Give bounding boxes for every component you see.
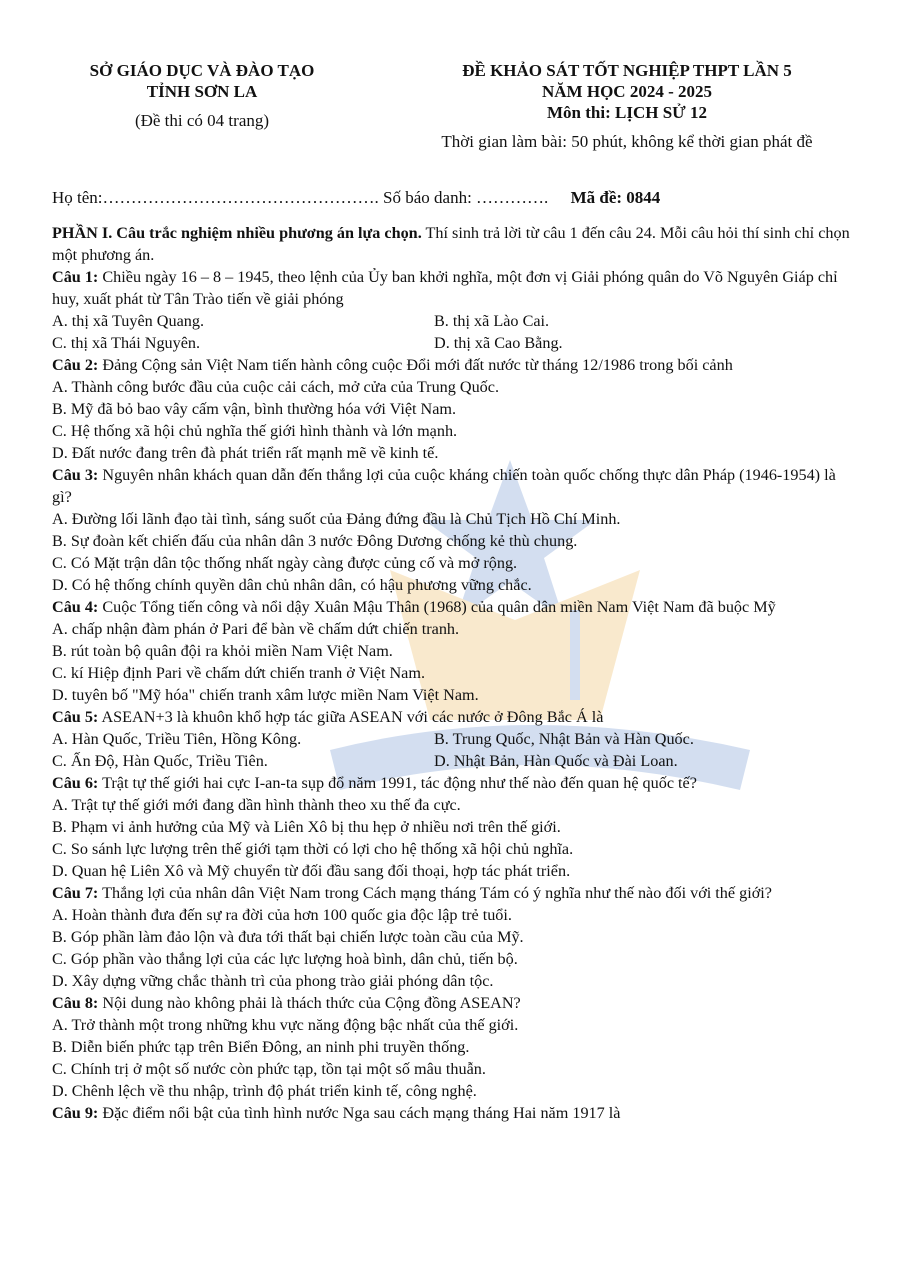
department-header bbox=[52, 60, 352, 131]
question-1 bbox=[52, 266, 852, 310]
question-label: Câu 6: bbox=[52, 774, 99, 792]
time-note: Thời gian làm bài: 50 phút, không kể thời gian phát đề bbox=[441, 132, 813, 151]
student-info-line bbox=[52, 188, 852, 208]
question-label: Câu 3: bbox=[52, 466, 99, 484]
question-label: Câu 9: bbox=[52, 1104, 99, 1122]
answer-d: D. Quan hệ Liên Xô và Mỹ chuyển từ đối đầu sang đối thoại, hợp tác phát triển. bbox=[52, 862, 571, 880]
question-text: Nguyên nhân khách quan dẫn đến thắng lợi của cuộc kháng chiến toàn quốc chống thực dân Pháp (1946-1954) là gì? bbox=[52, 466, 836, 506]
school-year: NĂM HỌC 2024 - 2025 bbox=[542, 82, 712, 101]
question-text: ASEAN+3 là khuôn khổ hợp tác giữa ASEAN với các nước ở Đông Bắc Á là bbox=[98, 708, 604, 726]
question-label: Câu 8: bbox=[52, 994, 99, 1012]
exam-title: ĐỀ KHẢO SÁT TỐT NGHIỆP THPT LẦN 5 bbox=[462, 61, 792, 80]
answer-a: A. Trật tự thế giới mới đang dần hình thành theo xu thế đa cực. bbox=[52, 796, 461, 814]
answer-c: C. Chính trị ở một số nước còn phức tạp, tồn tại một số mâu thuẫn. bbox=[52, 1060, 486, 1078]
answer-b: B. Diễn biến phức tạp trên Biển Đông, an ninh phi truyền thống. bbox=[52, 1038, 470, 1056]
answer-a: A. chấp nhận đàm phán ở Pari để bàn về chấm dứt chiến tranh. bbox=[52, 620, 460, 638]
answer-c: C. Ấn Độ, Hàn Quốc, Triều Tiên. bbox=[52, 752, 268, 770]
question-6 bbox=[52, 772, 852, 794]
question-text: Đảng Cộng sản Việt Nam tiến hành công cuộc Đổi mới đất nước từ tháng 12/1986 trong bối cảnh bbox=[98, 356, 733, 374]
answer-c: C. Góp phần vào thắng lợi của các lực lượng hoà bình, dân chủ, tiến bộ. bbox=[52, 950, 518, 968]
question-9 bbox=[52, 1102, 852, 1124]
answer-a: A. Hoàn thành đưa đến sự ra đời của hơn 100 quốc gia độc lập trẻ tuổi. bbox=[52, 906, 512, 924]
answer-a: A. Đường lối lãnh đạo tài tình, sáng suốt của Đảng đứng đầu là Chủ Tịch Hồ Chí Minh. bbox=[52, 510, 621, 528]
pages-note: (Đề thi có 04 trang) bbox=[134, 111, 270, 130]
answer-row bbox=[52, 310, 852, 332]
question-text: Đặc điểm nổi bật của tình hình nước Nga sau cách mạng tháng Hai năm 1917 là bbox=[98, 1104, 621, 1122]
part1-instruction: Thí sinh trả lời từ câu 1 đến câu 24. Mỗi câu hỏi thí sinh chỉ chọn một phương án. bbox=[52, 224, 850, 264]
part1-title: PHẦN I. Câu trắc nghiệm nhiều phương án lựa chọn. bbox=[52, 224, 422, 242]
answer-b: B. Sự đoàn kết chiến đấu của nhân dân 3 nước Đông Dương chống kẻ thù chung. bbox=[52, 532, 578, 550]
answer-c: C. Hệ thống xã hội chủ nghĩa thế giới hình thành và lớn mạnh. bbox=[52, 422, 458, 440]
dept-line-2: TỈNH SƠN LA bbox=[146, 82, 258, 101]
answer-row bbox=[52, 728, 852, 750]
answer-d: D. Nhật Bản, Hàn Quốc và Đài Loan. bbox=[434, 752, 678, 770]
question-label: Câu 1: bbox=[52, 268, 99, 286]
question-8 bbox=[52, 992, 852, 1014]
answer-c: C. Có Mặt trận dân tộc thống nhất ngày càng được củng cố và mở rộng. bbox=[52, 554, 518, 572]
answer-d: D. tuyên bố "Mỹ hóa" chiến tranh xâm lược miền Nam Việt Nam. bbox=[52, 686, 479, 704]
answer-c: C. thị xã Thái Nguyên. bbox=[52, 334, 201, 352]
questions-section bbox=[52, 222, 852, 1124]
answer-a: A. Thành công bước đầu của cuộc cải cách, mở cửa của Trung Quốc. bbox=[52, 378, 500, 396]
part1-heading bbox=[52, 222, 852, 266]
subject: Môn thi: LỊCH SỬ 12 bbox=[547, 103, 707, 122]
dept-line-1: SỞ GIÁO DỤC VÀ ĐÀO TẠO bbox=[89, 61, 315, 80]
answer-a: A. thị xã Tuyên Quang. bbox=[52, 312, 204, 330]
answer-c: C. kí Hiệp định Pari về chấm dứt chiến tranh ở Việt Nam. bbox=[52, 664, 426, 682]
question-label: Câu 4: bbox=[52, 598, 99, 616]
question-text: Cuộc Tổng tiến công và nổi dậy Xuân Mậu Thân (1968) của quân dân miền Nam Việt Nam đã buộc Mỹ bbox=[98, 598, 776, 616]
answer-a: A. Hàn Quốc, Triều Tiên, Hồng Kông. bbox=[52, 730, 302, 748]
answer-b: B. Phạm vi ảnh hưởng của Mỹ và Liên Xô bị thu hẹp ở nhiều nơi trên thế giới. bbox=[52, 818, 561, 836]
question-label: Câu 5: bbox=[52, 708, 99, 726]
answer-c: C. So sánh lực lượng trên thế giới tạm thời có lợi cho hệ thống xã hội chủ nghĩa. bbox=[52, 840, 574, 858]
question-4 bbox=[52, 596, 852, 618]
question-text: Trật tự thế giới hai cực I-an-ta sụp đổ năm 1991, tác động như thế nào đến quan hệ quốc tế? bbox=[98, 774, 697, 792]
sbd-label: Số báo danh: …………. bbox=[383, 188, 549, 207]
question-2 bbox=[52, 354, 852, 376]
answer-b: B. thị xã Lào Cai. bbox=[434, 312, 550, 330]
question-text: Chiều ngày 16 – 8 – 1945, theo lệnh của Ủy ban khởi nghĩa, một đơn vị Giải phóng quân do Võ Nguyên Giáp chỉ huy, xuất phát từ Tân Trào tiến về giải phóng bbox=[52, 268, 838, 308]
answer-b: B. rút toàn bộ quân đội ra khỏi miền Nam Việt Nam. bbox=[52, 642, 393, 660]
answer-b: B. Mỹ đã bỏ bao vây cấm vận, bình thường hóa với Việt Nam. bbox=[52, 400, 457, 418]
question-5 bbox=[52, 706, 852, 728]
exam-header bbox=[372, 60, 882, 152]
question-label: Câu 7: bbox=[52, 884, 99, 902]
answer-row bbox=[52, 332, 852, 354]
question-text: Thắng lợi của nhân dân Việt Nam trong Cách mạng tháng Tám có ý nghĩa như thế nào đối với thế giới? bbox=[98, 884, 772, 902]
answer-d: D. Có hệ thống chính quyền dân chủ nhân dân, có hậu phương vững chắc. bbox=[52, 576, 532, 594]
exam-code: Mã đề: 0844 bbox=[570, 188, 661, 207]
answer-b: B. Trung Quốc, Nhật Bản và Hàn Quốc. bbox=[434, 730, 694, 748]
question-7 bbox=[52, 882, 852, 904]
name-label: Họ tên:…………………………………………. bbox=[52, 188, 379, 207]
answer-row bbox=[52, 750, 852, 772]
question-text: Nội dung nào không phải là thách thức của Cộng đồng ASEAN? bbox=[98, 994, 521, 1012]
answer-d: D. Xây dựng vững chắc thành trì của phong trào giải phóng dân tộc. bbox=[52, 972, 494, 990]
answer-b: B. Góp phần làm đảo lộn và đưa tới thất bại chiến lược toàn cầu của Mỹ. bbox=[52, 928, 524, 946]
answer-d: D. Đất nước đang trên đà phát triển rất mạnh mẽ về kinh tế. bbox=[52, 444, 439, 462]
answer-d: D. Chênh lệch về thu nhập, trình độ phát triển kinh tế, công nghệ. bbox=[52, 1082, 477, 1100]
question-3 bbox=[52, 464, 852, 508]
question-label: Câu 2: bbox=[52, 356, 99, 374]
answer-d: D. thị xã Cao Bằng. bbox=[434, 334, 563, 352]
answer-a: A. Trở thành một trong những khu vực năng động bậc nhất của thế giới. bbox=[52, 1016, 519, 1034]
